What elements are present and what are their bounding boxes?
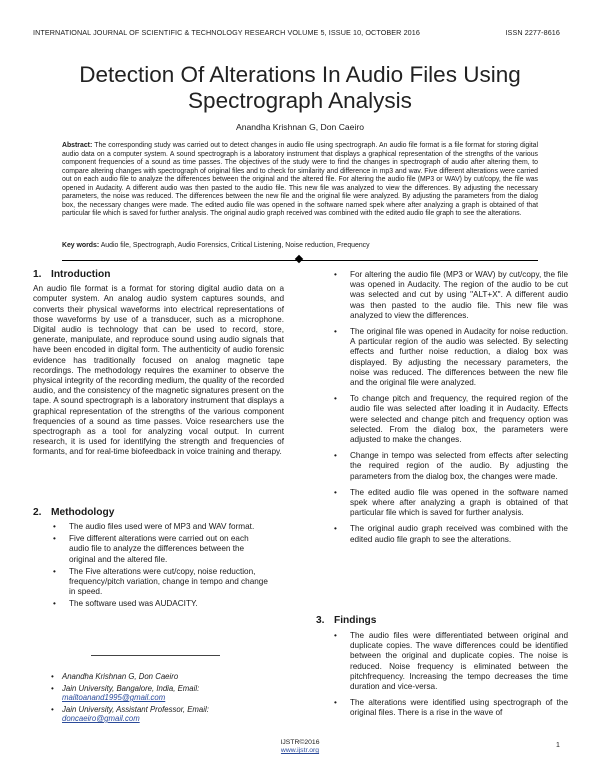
list-item: • The original audio graph received was combined with the edited audio file graph to see the alterations. (334, 524, 568, 544)
keywords-text: Audio file, Spectrograph, Audio Forensics, Critical Listening, Noise reduction, Frequency (99, 242, 370, 249)
list-item: • The Five alterations were cut/copy, noise reduction, frequency/pitch variation, change in tempo and change in speed. (53, 566, 268, 597)
paper-title (40, 62, 560, 114)
abstract-label: Abstract: (62, 142, 93, 149)
list-item: • The edited audio file was opened in the software named spek where after analyzing a graph is obtained of that particular file which is saved for further analysis. (334, 487, 568, 518)
authors: Anandha Krishnan G, Don Caeiro (235, 122, 365, 132)
abstract-text: The corresponding study was carried out to detect changes in audio file using spectrograph. An audio file format is a file format for storing digital audio data on a computer system. A sound spectrograph is a laboratory instrument that displays a graphical representation of the strengths of the various component frequencies of a sound as time passes. The objectives of the study were to find the changes in spectrograph of audio after altering them, to compare altering changes with spectrograph of original files and to check for similarity and difference in mp3 and wav. Five different alterations were carried out on each audio file to analyze the differences between the original and the altered file. For altering the audio file (MP3 or WAV) by cut/copy, the file was opened in Audacity. A different audio was then pasted to the audio file. This new file was analyzed to view the differences. By adjusting the necessary parameters, the noise was reduced. The differences between the new file and the original file were analyzed. By adjusting the parameters from the dialog box, the necessary changes were made. The edited audio file was opened in the software named spek where after analyzing a graph is obtained of that particular file which is saved for further analysis. The original audio graph received was combined with the edited audio file graph to see the alterations. (62, 142, 538, 218)
findings-list (334, 631, 568, 719)
bullet-icon: • (53, 522, 56, 531)
section-heading: 3. Findings (316, 615, 377, 626)
affiliation-item: • Jain University, Bangalore, India, Email: mailtoanand1995@gmail.com (51, 683, 200, 702)
bullet-icon: • (334, 394, 337, 404)
title-line-1: Detection Of Alterations In Audio Files Using (79, 62, 521, 87)
keywords-label: Key words: (62, 242, 100, 249)
list-item: • The audio files were differentiated between original and duplicate copies. The wave differences could be identified between the original and duplicate copies. The noise is reduced. Noise frequency is eliminated between the pitchfrequency. Increasing the tempo decreases the time duration and vice-versa. (334, 631, 568, 692)
list-item: • For altering the audio file (MP3 or WAV) by cut/copy, the file was opened in Audacity. The region of the audio to be cut was selected and cut by using "ALT+X". A different audio was then pasted to the audio file. This new file was analyzed to view the differences. (334, 270, 568, 320)
bullet-icon: • (53, 534, 56, 544)
running-header (33, 28, 560, 37)
list-item: • To change pitch and frequency, the required region of the audio file was selected after loading it in Audacity. Effects were selected and change pitch and frequency option was selected. From the dialog box, the parameters were adjusted to make the changes. (334, 394, 568, 445)
bullet-icon: • (334, 270, 337, 279)
bullet-icon: • (334, 631, 337, 640)
issn: ISSN 2277-8616 (505, 28, 560, 37)
section-findings (316, 616, 566, 626)
journal-name: INTERNATIONAL JOURNAL OF SCIENTIFIC & TECHNOLOGY RESEARCH VOLUME 5, ISSUE 10, OCTOBER 2016 (33, 28, 420, 37)
email-link[interactable]: mailtoanand1995@gmail.com (62, 693, 166, 702)
list-item: • The original file was opened in Audacity for noise reduction. A particular region of the audio was selected. By selecting effects and further noise reduction, a dialog box was displayed. By adjusting the necessary parameters, the noise was reduced. The differences between the new file and the original file were analyzed. (334, 327, 568, 388)
journal-url-link[interactable]: www.ijstr.org (280, 747, 320, 755)
list-item: • The software used was AUDACITY. (53, 599, 198, 609)
bullet-icon: • (51, 683, 54, 693)
bullet-icon: • (53, 566, 56, 576)
section-methodology (33, 508, 284, 518)
email-link[interactable]: doncaeiro@gmail.com (62, 714, 140, 723)
bullet-icon: • (334, 487, 337, 497)
list-item: • Five different alterations were carried out on each audio file to analyze the differences between the original and the altered file. (53, 534, 249, 564)
title-line-2: Spectrograph Analysis (188, 88, 412, 113)
bullet-icon: • (334, 451, 337, 461)
list-item: • Change in tempo was selected from effects after selecting the required region of the audio. By adjusting the parameters from the dialog box, the changes were made. (334, 451, 568, 481)
section-heading: 1. Introduction (33, 269, 111, 280)
copyright: IJSTR©2016 (280, 739, 320, 746)
procedure-list (334, 270, 568, 545)
list-item: • The audio files used were of MP3 and WAV format. (53, 522, 255, 531)
list-item: • The alterations were identified using spectrograph of the original files. There is a rise in the wave of (334, 698, 568, 718)
affiliation-rule (91, 655, 220, 656)
bullet-icon: • (51, 672, 54, 681)
section-separator (62, 256, 538, 264)
keywords (62, 242, 538, 251)
introduction-text: An audio file format is a format for storing digital audio data on a computer system. An analog audio system captures sounds, and converts their physical waveforms into electrical representations of those waveforms by use of a transducer, such as a microphone. Digital audio is technology that can be used to record, store, generate, manipulate, and reproduce sound using audio signals that have been encoded in digital form. The authenticity of audio forensic evidence has traditionally focused on analog magnetic tape recordings. The methodology requires the examiner to observe the physical integrity of the recording medium, the quality of the recorded audio, and the consistency of the magnetic signatures present on the tape. A sound spectrograph is a laboratory instrument that displays a graphical representation of the strengths of the various component frequencies of a sound as time passes. Voice researchers use the spectrograph as a tool for analyzing vocal output. In current research, it is used for identifying the strength and frequencies of formants, and for real-time biofeedback in voice training and therapy. (33, 284, 284, 457)
page-number: 1 (556, 742, 560, 749)
bullet-icon: • (334, 327, 337, 337)
bullet-icon: • (53, 599, 56, 609)
affiliations (51, 672, 277, 724)
diamond-icon (295, 255, 303, 263)
bullet-icon: • (51, 704, 54, 714)
section-heading: 2. Methodology (33, 507, 115, 518)
affiliation-item: • Anandha Krishnan G, Don Caeiro (51, 672, 179, 681)
affiliation-item: • Jain University, Assistant Professor, Email: doncaeiro@gmail.com (51, 704, 209, 723)
abstract (62, 142, 538, 219)
page-footer (200, 739, 400, 755)
methodology-list (53, 522, 270, 610)
bullet-icon: • (334, 524, 337, 534)
bullet-icon: • (334, 698, 337, 708)
section-introduction (33, 270, 284, 458)
